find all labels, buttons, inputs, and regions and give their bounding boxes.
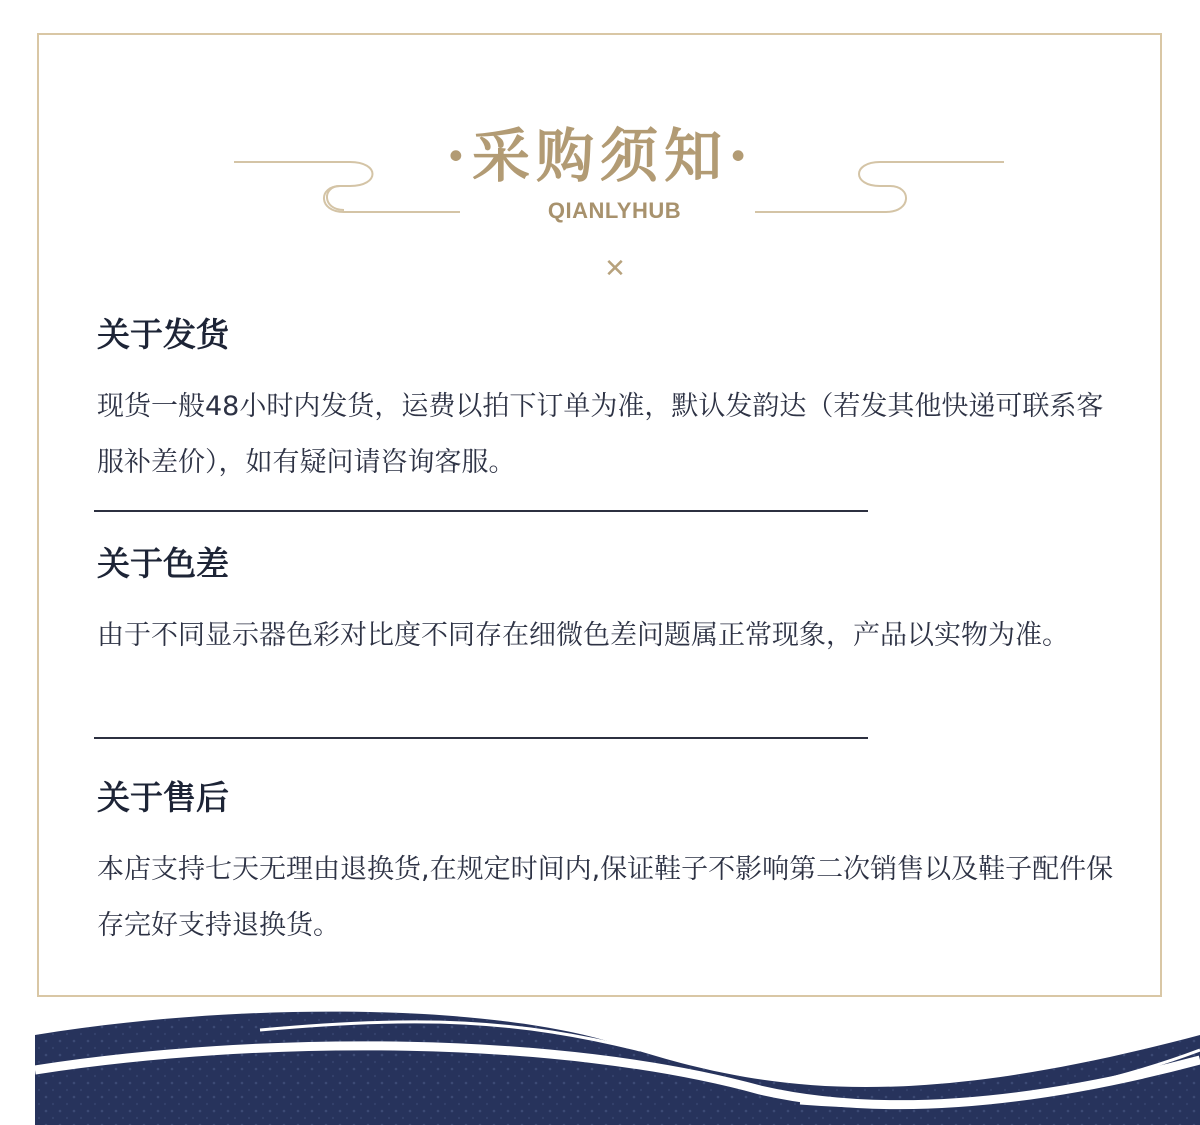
shipping-text: 现货一般48小时内发货，运费以拍下订单为准，默认发韵达（若发其他快递可联系客服补差价），如有疑问请咨询客服。	[97, 391, 1104, 478]
color-text: 由于不同显示器色彩对比度不同存在细微色差问题属正常现象，产品以实物为准。	[97, 620, 1069, 651]
wave-decoration	[0, 995, 1200, 1125]
divider	[94, 737, 868, 739]
color-heading: 关于色差	[97, 544, 229, 583]
page-title: ·采购须知·	[445, 122, 755, 190]
shipping-heading: 关于发货	[97, 315, 229, 354]
divider	[94, 510, 868, 512]
aftersales-heading: 关于售后	[97, 778, 229, 817]
aftersales-section	[97, 776, 1127, 954]
aftersales-text: 本店支持七天无理由退换货,在规定时间内,保证鞋子不影响第二次销售以及鞋子配件保存完好支持退换货。	[97, 854, 1114, 941]
shipping-section	[97, 313, 1127, 491]
brand-subtitle: QIANLYHUB	[547, 198, 682, 223]
cross-icon: ✕	[604, 254, 626, 284]
color-section	[97, 542, 1127, 664]
